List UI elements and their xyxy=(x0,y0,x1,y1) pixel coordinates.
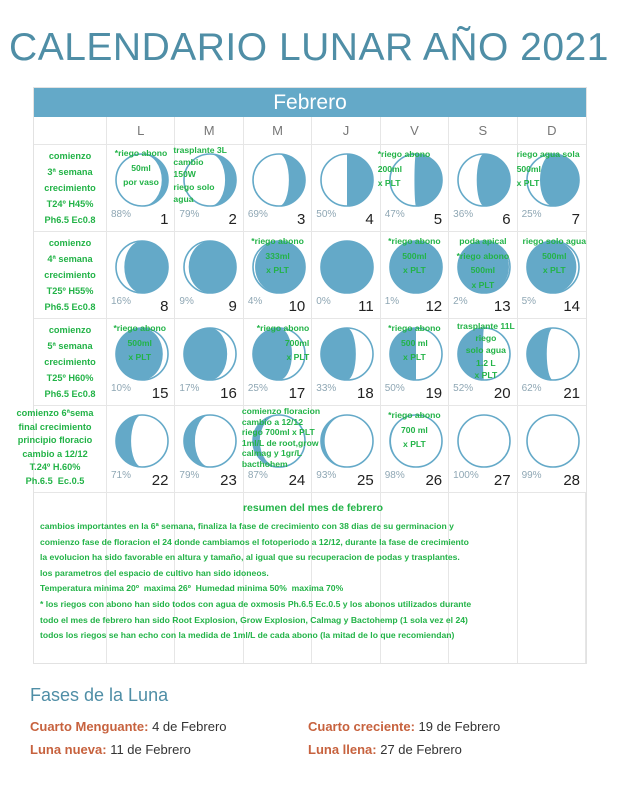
day-note: *riego abono 700ml x PLT xyxy=(256,323,310,362)
illumination-percent: 1% xyxy=(384,296,400,307)
illumination-percent: 79% xyxy=(179,209,200,220)
week-row xyxy=(34,319,586,406)
day-note: poda apical *riego abono 500ml x PLT xyxy=(456,236,510,290)
illumination-percent: 5% xyxy=(521,296,537,307)
day-number: 5 xyxy=(433,211,443,228)
day-note: *riego abono 50ml por vaso xyxy=(114,148,168,187)
phase-date: 19 de Febrero xyxy=(414,719,501,734)
moon-phase-icon xyxy=(318,151,376,209)
illumination-percent: 50% xyxy=(384,383,405,394)
day-note: *riego abono 500 ml x PLT xyxy=(388,323,441,362)
day-cell[interactable] xyxy=(518,232,586,319)
day-cell[interactable] xyxy=(449,406,517,493)
phase-date: 11 de Febrero xyxy=(106,742,191,757)
page-title: CALENDARIO LUNAR AÑO 2021 xyxy=(9,26,609,69)
weekday-label: L xyxy=(107,117,175,145)
day-cell[interactable] xyxy=(244,319,312,406)
day-number: 23 xyxy=(220,472,237,489)
moon-phase-icon xyxy=(318,238,376,296)
day-cell[interactable] xyxy=(518,145,586,232)
moon-phase-icon xyxy=(181,412,239,470)
illumination-percent: 33% xyxy=(316,383,337,394)
day-number: 17 xyxy=(288,385,306,402)
moon-phase-icon xyxy=(113,238,171,296)
illumination-percent: 99% xyxy=(521,470,542,481)
day-note: comienzo floracion cambio a 12/12 riego 700ml x PLT 1ml/L de root,grow calmag y 1gr/L bacthohem xyxy=(241,406,321,469)
illumination-percent: 87% xyxy=(247,470,268,481)
day-number: 27 xyxy=(493,472,511,489)
phase-label: Luna nueva: xyxy=(30,742,107,757)
moon-shadow xyxy=(347,154,373,206)
day-note: *riego abono 200ml x PLT xyxy=(377,149,431,188)
day-note: trasplante 3L cambio 150W riego solo agua xyxy=(173,145,227,204)
illumination-percent: 62% xyxy=(521,383,542,394)
day-number: 26 xyxy=(425,472,443,489)
day-number: 3 xyxy=(296,211,306,228)
day-cell[interactable] xyxy=(449,145,517,232)
day-note: riego agua sola 500ml x PLT xyxy=(516,149,580,188)
illumination-percent: 98% xyxy=(384,470,405,481)
day-number: 4 xyxy=(365,211,374,228)
illumination-percent: 69% xyxy=(247,209,268,220)
moon-phase-icon xyxy=(181,325,239,383)
day-cell[interactable] xyxy=(377,145,449,232)
illumination-percent: 100% xyxy=(453,470,479,481)
phase-label: Cuarto Menguante: xyxy=(30,719,149,734)
illumination-percent: 17% xyxy=(179,383,200,394)
day-cell[interactable] xyxy=(107,232,175,319)
illumination-percent: 10% xyxy=(111,383,132,394)
illumination-percent: 16% xyxy=(111,296,132,307)
day-cell[interactable] xyxy=(244,145,312,232)
day-cell[interactable] xyxy=(107,319,175,406)
illumination-percent: 4% xyxy=(247,296,263,307)
moon-shadow xyxy=(527,328,553,380)
day-number: 14 xyxy=(563,298,580,315)
day-cell[interactable] xyxy=(244,232,312,319)
day-cell[interactable] xyxy=(312,232,380,319)
weekday-label: D xyxy=(518,117,586,145)
day-cell[interactable] xyxy=(107,406,175,493)
day-number: 19 xyxy=(425,385,443,402)
day-note: *riego abono 500ml x PLT xyxy=(388,236,441,275)
week-note-cell xyxy=(16,406,107,493)
day-cell[interactable] xyxy=(175,319,243,406)
day-cell[interactable] xyxy=(107,145,175,232)
day-cell[interactable] xyxy=(175,232,243,319)
week-note-cell xyxy=(34,145,107,232)
day-number: 16 xyxy=(220,385,237,402)
moon-shadow xyxy=(279,154,305,206)
summary-title: resumen del mes de febrero xyxy=(242,502,384,514)
week-row xyxy=(34,232,586,319)
summary-row xyxy=(34,493,586,663)
illumination-percent: 71% xyxy=(111,470,132,481)
day-cell[interactable] xyxy=(175,145,243,232)
moon-phase-icon xyxy=(455,151,513,209)
moon-outline xyxy=(458,415,510,467)
day-number: 20 xyxy=(493,385,511,402)
day-number: 2 xyxy=(228,211,237,228)
illumination-percent: 25% xyxy=(247,383,268,394)
phase-label: Cuarto creciente: xyxy=(308,719,415,734)
day-number: 15 xyxy=(151,385,169,402)
day-note: *riego abono 500ml x PLT xyxy=(113,323,166,362)
weekday-label: M xyxy=(244,117,312,145)
day-number: 6 xyxy=(502,211,511,228)
day-number: 1 xyxy=(160,211,169,228)
day-cell[interactable] xyxy=(241,406,321,493)
illumination-percent: 50% xyxy=(316,209,337,220)
illumination-percent: 25% xyxy=(521,209,542,220)
moon-phase-icon xyxy=(113,412,171,470)
moon-shadow xyxy=(321,328,356,380)
week-note: comienzo 6ªsema final crecimiento principio floracio cambio a 12/12 T.24º H.60% Ph.6.5 Ec.0.5 xyxy=(16,408,94,486)
day-note: trasplante 11L riego solo agua 1.2 L x PLT xyxy=(456,321,515,380)
moon-phase-icon xyxy=(318,325,376,383)
weekday-blank xyxy=(34,117,107,145)
day-note: *riego abono 700 ml x PLT xyxy=(388,410,441,449)
day-number: 21 xyxy=(563,385,580,402)
day-cell[interactable] xyxy=(175,406,243,493)
moon-shadow xyxy=(184,415,210,467)
moon-shadow xyxy=(116,415,142,467)
weekday-label: J xyxy=(312,117,380,145)
day-number: 12 xyxy=(425,298,443,315)
moon-phase-icon xyxy=(524,412,582,470)
day-number: 22 xyxy=(151,472,169,489)
moon-phase-icon xyxy=(524,325,582,383)
moon-outline xyxy=(527,415,579,467)
week-note: comienzo 3ª semana crecimiento T24º H45% Ph6.5 Ec0.8 xyxy=(44,151,96,225)
week-row xyxy=(16,406,586,493)
moon-phase-icon xyxy=(181,238,239,296)
lunar-calendar xyxy=(16,87,587,664)
phase-date: 27 de Febrero xyxy=(376,742,462,757)
weekday-header-row xyxy=(34,117,586,145)
illumination-percent: 9% xyxy=(179,296,194,307)
day-number: 7 xyxy=(571,211,580,228)
day-number: 10 xyxy=(288,298,306,315)
moon-phase-icon xyxy=(455,412,513,470)
illumination-percent: 2% xyxy=(453,296,468,307)
moon-shadow xyxy=(477,154,510,206)
phase-item xyxy=(30,719,227,734)
day-cell[interactable] xyxy=(381,319,449,406)
day-number: 9 xyxy=(228,298,237,315)
day-cell[interactable] xyxy=(449,319,517,406)
illumination-percent: 0% xyxy=(316,296,331,307)
summary-text: cambios importantes en la 6ª semana, finaliza la fase de crecimiento con 38 dias de su germinacion y comienzo fase de floracion el 24 donde cambiamos el fotoperiodo a 12/12, durante la fase de crecimiento la evolucion ha sido favorable en altura y tamaño, al igual que su recuperacion de podas y trasplantes. los parametros del espacio de cultivo han sido idoneos. Temperatura minima 20º maxima 26º Humedad minima 50% maxima 70% * los riegos con abono han sido todos con agua de oxmosis Ph.6.5 Ec.0.5 y los abonos utilizados durante todo el mes de febrero han sido Root Explosion, Grow Explosion, Calmag y Bactohemp (1 sola vez el 24) todos los riegos se han echo con la medida de 1ml/L de cada abono (la mitad de lo que recomiendan) xyxy=(40,521,472,641)
day-number: 24 xyxy=(288,472,306,489)
phase-date: 4 de Febrero xyxy=(148,719,227,734)
phase-item xyxy=(308,742,462,757)
week-note-cell xyxy=(34,319,107,406)
week-row xyxy=(34,145,586,232)
day-cell[interactable] xyxy=(312,145,380,232)
moon-phases-heading: Fases de la Luna xyxy=(30,685,169,705)
day-cell[interactable] xyxy=(518,406,586,493)
month-header: Febrero xyxy=(34,88,586,117)
phase-item xyxy=(30,742,191,757)
month-summary xyxy=(40,501,586,671)
illumination-percent: 93% xyxy=(316,470,337,481)
illumination-percent: 47% xyxy=(384,209,405,220)
day-note: *riego abono 333ml x PLT xyxy=(251,236,304,275)
phase-item xyxy=(308,719,500,734)
illumination-percent: 52% xyxy=(453,383,474,394)
day-cell[interactable] xyxy=(312,319,380,406)
day-number: 13 xyxy=(493,298,511,315)
moon-shadow xyxy=(527,415,553,467)
day-number: 28 xyxy=(563,472,580,489)
day-cell[interactable] xyxy=(381,406,449,493)
illumination-percent: 88% xyxy=(111,209,132,220)
day-cell[interactable] xyxy=(518,319,586,406)
day-cell[interactable] xyxy=(381,232,449,319)
day-number: 18 xyxy=(357,385,374,402)
day-number: 8 xyxy=(160,298,169,315)
day-number: 25 xyxy=(357,472,374,489)
day-note: riego solo agua 500ml x PLT xyxy=(522,236,587,275)
phase-label: Luna llena: xyxy=(308,742,377,757)
week-note-cell xyxy=(34,232,107,319)
weekday-label: M xyxy=(175,117,243,145)
weekday-label: V xyxy=(381,117,449,145)
day-cell[interactable] xyxy=(449,232,517,319)
week-note: comienzo 5ª semana crecimiento T25º H60% Ph6.5 Ec0.8 xyxy=(44,325,96,399)
illumination-percent: 36% xyxy=(453,209,474,220)
moon-phase-icon xyxy=(250,151,308,209)
weekday-label: S xyxy=(449,117,517,145)
week-note: comienzo 4ª semana crecimiento T25º H55% Ph6.5 Ec0.8 xyxy=(44,238,96,312)
day-number: 11 xyxy=(358,298,374,315)
illumination-percent: 79% xyxy=(179,470,200,481)
